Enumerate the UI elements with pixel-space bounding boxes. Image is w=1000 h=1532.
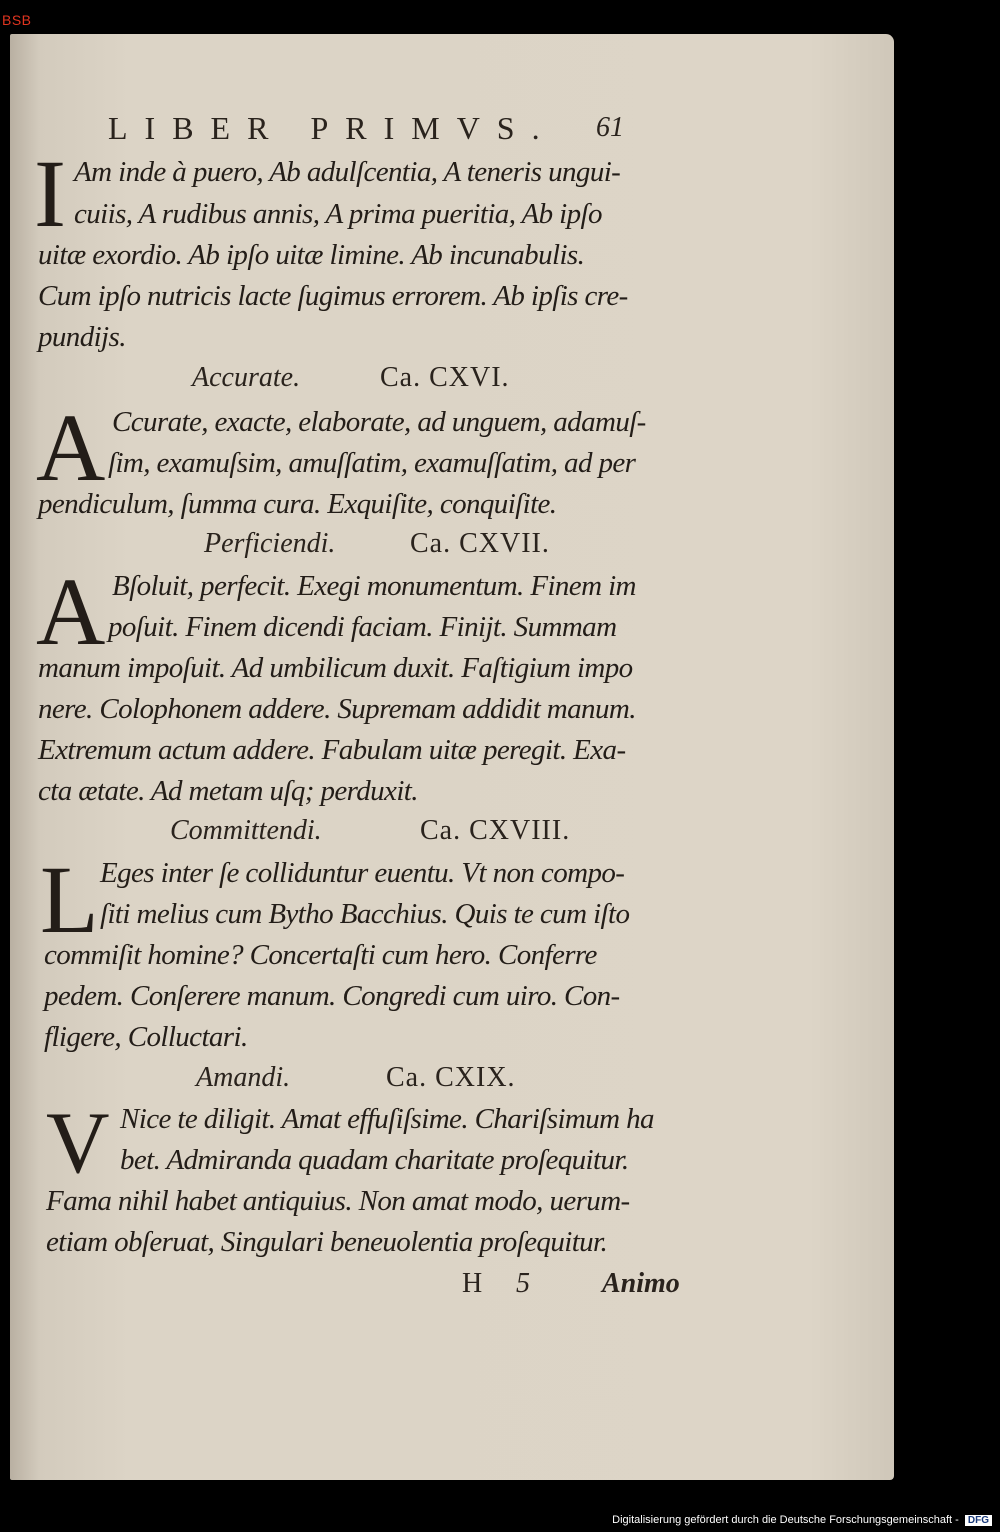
- text-line: Cum ipſo nutricis lacte ſugimus errorem. Ab ipſis cre-: [38, 280, 628, 312]
- text-line: Nice te diligit. Amat effuſiſsime. Chariſsimum ha: [120, 1103, 654, 1135]
- heading-title: Perficiendi.: [204, 528, 336, 559]
- signature-mark: H: [462, 1268, 483, 1299]
- text-line: Eges inter ſe colliduntur euentu. Vt non compo-: [100, 857, 625, 889]
- text-line: nere. Colophonem addere. Supremam addidit manum.: [38, 693, 636, 725]
- chapter-number: Ca. CXIX.: [386, 1062, 516, 1093]
- text-line: Extremum actum addere. Fabulam uitæ peregit. Exa-: [38, 734, 626, 766]
- library-mark: BSB: [2, 12, 32, 28]
- text-line: cuiis, A rudibus annis, A prima pueritia, Ab ipſo: [74, 198, 602, 230]
- folio-number: 61: [596, 112, 624, 143]
- text-line: manum impoſuit. Ad umbilicum duxit. Faſtigium impo: [38, 652, 633, 684]
- initial-letter: A: [36, 558, 106, 665]
- text-line: cta ætate. Ad metam uſq; perduxit.: [38, 775, 418, 807]
- running-header: [108, 110, 638, 150]
- text-line: Bſoluit, perfecit. Exegi monumentum. Finem im: [112, 570, 636, 602]
- credit-text: Digitalisierung gefördert durch die Deutsche Forschungsgemeinschaft -: [612, 1514, 959, 1526]
- chapter-number: Ca. CXVII.: [410, 528, 550, 559]
- text-line: fligere, Colluctari.: [44, 1021, 248, 1053]
- heading-title: Accurate.: [192, 362, 301, 393]
- chapter-number: Ca. CXVI.: [380, 362, 510, 393]
- text-line: poſuit. Finem dicendi faciam. Finijt. Summam: [108, 611, 617, 643]
- chapter-number: Ca. CXVIII.: [420, 815, 571, 846]
- text-line: pedem. Conſerere manum. Congredi cum uiro. Con-: [44, 980, 620, 1012]
- text-line: Am inde à puero, Ab adulſcentia, A teneris ungui-: [74, 156, 621, 188]
- signature-number: 5: [516, 1268, 530, 1299]
- text-line: ſiti melius cum Bytho Bacchius. Quis te cum iſto: [100, 898, 630, 930]
- text-line: Ccurate, exacte, elaborate, ad unguem, adamuſ-: [112, 406, 646, 438]
- text-line: pendiculum, ſumma cura. Exquiſite, conquiſite.: [38, 488, 557, 520]
- text-line: etiam obſeruat, Singulari beneuolentia proſequitur.: [46, 1226, 608, 1258]
- initial-letter: I: [34, 140, 66, 247]
- heading-title: Committendi.: [170, 815, 322, 846]
- dfg-logo: DFG: [965, 1515, 992, 1526]
- heading-title: Amandi.: [196, 1062, 291, 1093]
- running-title: LIBER PRIMVS.: [108, 110, 557, 146]
- text-line: pundijs.: [38, 321, 126, 353]
- text-line: bet. Admiranda quadam charitate proſequitur.: [120, 1144, 629, 1176]
- text-line: Fama nihil habet antiquius. Non amat modo, uerum-: [46, 1185, 630, 1217]
- text-line: ſim, examuſsim, amuſſatim, examuſſatim, ad per: [108, 447, 636, 479]
- text-line: uitæ exordio. Ab ipſo uitæ limine. Ab incunabulis.: [38, 239, 585, 271]
- initial-letter: L: [40, 846, 99, 953]
- text-line: commiſit homine? Concertaſti cum hero. Conferre: [44, 939, 597, 971]
- catchword: Animo: [602, 1268, 680, 1299]
- initial-letter: V: [46, 1095, 110, 1192]
- funding-credit: [612, 1514, 992, 1526]
- page-footer: [0, 1268, 720, 1308]
- initial-letter: A: [36, 394, 106, 501]
